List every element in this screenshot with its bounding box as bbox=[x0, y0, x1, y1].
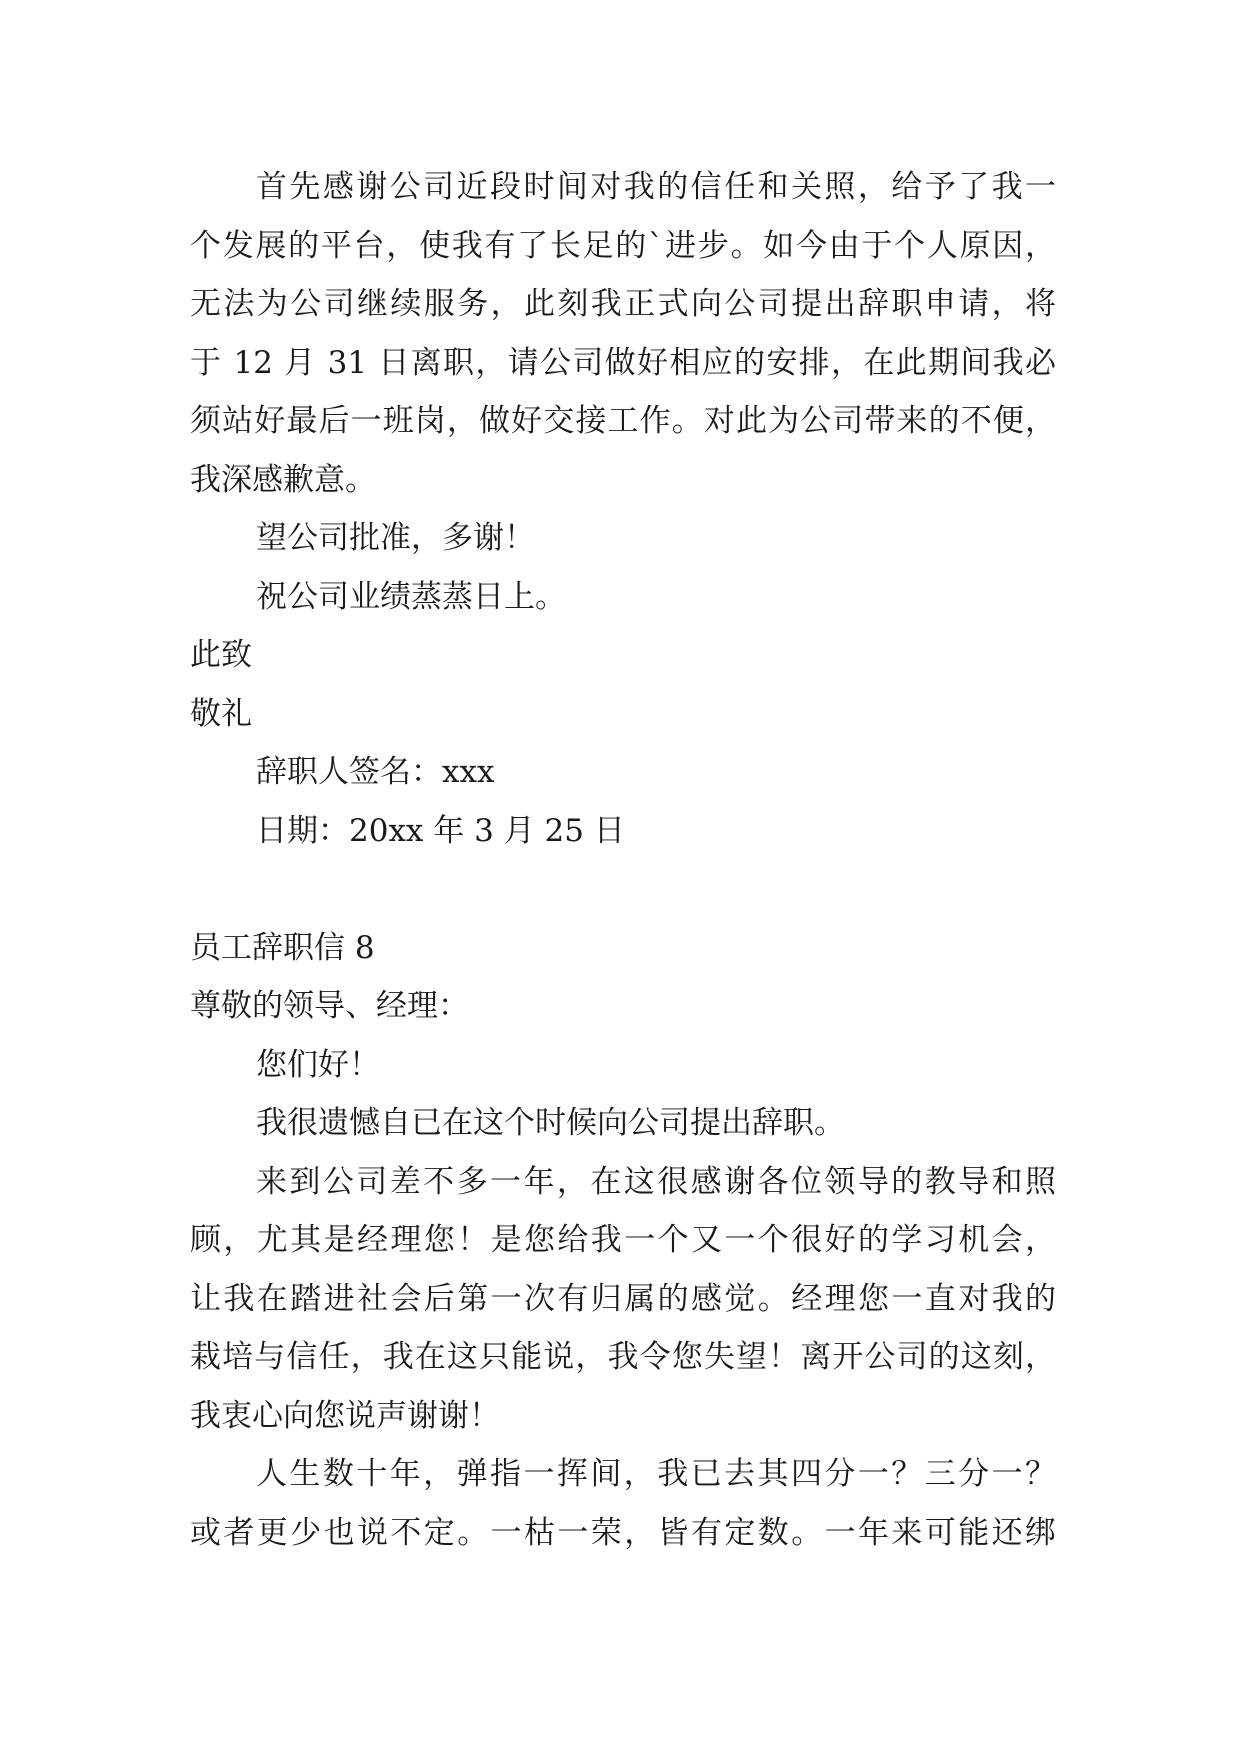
paragraph-line: 我很遗憾自已在这个时候向公司提出辞职。 bbox=[256, 1105, 845, 1141]
date-line: 日期：20xx 年 3 月 25 日 bbox=[256, 812, 625, 849]
paragraph-line: 须站好最后一班岗，做好交接工作。对此为公司带来的不便， bbox=[190, 403, 1056, 439]
paragraph-line: 顾，尤其是经理您！是您给我一个又一个很好的学习机会， bbox=[190, 1222, 1056, 1258]
greeting-line: 尊敬的领导、经理： bbox=[190, 988, 469, 1024]
signature-line: 辞职人签名：xxx bbox=[256, 754, 495, 790]
paragraph-line: 我深感歉意。 bbox=[190, 461, 376, 498]
paragraph-line: 个发展的平台，使我有了长足的`进步。如今由于个人原因， bbox=[190, 227, 1056, 264]
paragraph-line: 望公司批准，多谢！ bbox=[256, 520, 535, 556]
closing-salutation: 此致 bbox=[190, 637, 252, 673]
paragraph-line: 无法为公司继续服务，此刻我正式向公司提出辞职申请，将 bbox=[190, 286, 1056, 322]
paragraph-line: 我衷心向您说声谢谢！ bbox=[190, 1397, 500, 1434]
paragraph-line: 人生数十年，弹指一挥间，我已去其四分一？三分一？ bbox=[256, 1456, 1056, 1492]
paragraph-line: 首先感谢公司近段时间对我的信任和关照，给予了我一 bbox=[256, 169, 1056, 205]
paragraph-line: 来到公司差不多一年，在这很感谢各位领导的教导和照 bbox=[256, 1163, 1056, 1200]
paragraph-line: 于 12 月 31 日离职，请公司做好相应的安排，在此期间我必 bbox=[190, 344, 1056, 381]
paragraph-line: 栽培与信任，我在这只能说，我令您失望！离开公司的这刻， bbox=[190, 1339, 1056, 1375]
paragraph-line: 祝公司业绩蒸蒸日上。 bbox=[256, 578, 566, 615]
closing-respect: 敬礼 bbox=[190, 695, 252, 732]
letter-title: 员工辞职信 8 bbox=[190, 929, 375, 966]
paragraph-line: 您们好！ bbox=[256, 1046, 380, 1083]
paragraph-line: 或者更少也说不定。一枯一荣，皆有定数。一年来可能还绑 bbox=[190, 1514, 1056, 1551]
document-body bbox=[190, 158, 1056, 1562]
paragraph-line: 让我在踏进社会后第一次有归属的感觉。经理您一直对我的 bbox=[190, 1280, 1056, 1317]
